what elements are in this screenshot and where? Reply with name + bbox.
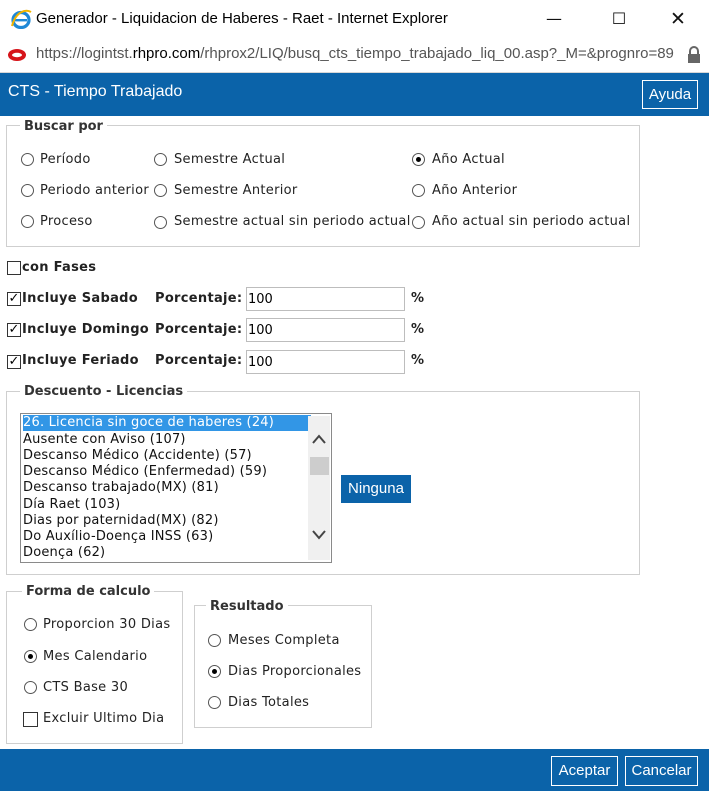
- sabado-porcentaje-input[interactable]: 100: [246, 287, 405, 311]
- radio-dias-totales[interactable]: [208, 696, 221, 709]
- con-fases-label: con Fases: [22, 260, 97, 275]
- address-bar[interactable]: [0, 38, 709, 73]
- radio-ano-anterior-label: Año Anterior: [432, 183, 518, 198]
- incluye-feriado-label: Incluye Feriado: [22, 353, 139, 368]
- list-item[interactable]: 26. Licencia sin goce de haberes (24): [23, 415, 311, 431]
- radio-proporcion-30-label: Proporcion 30 Dias: [43, 617, 171, 632]
- list-item[interactable]: Descanso Médico (Accidente) (57): [23, 448, 252, 463]
- radio-cts-base-30-label: CTS Base 30: [43, 680, 129, 695]
- radio-meses-completa-label: Meses Completa: [228, 633, 340, 648]
- incluye-sabado-label: Incluye Sabado: [22, 291, 138, 306]
- radio-ano-actual[interactable]: [412, 153, 425, 166]
- help-button[interactable]: Ayuda: [642, 80, 698, 109]
- listbox-scrollbar[interactable]: [308, 416, 330, 560]
- list-item[interactable]: Doença (62): [23, 545, 106, 560]
- page-title: CTS - Tiempo Trabajado: [8, 83, 183, 100]
- ninguna-button[interactable]: Ninguna: [341, 475, 411, 503]
- con-fases-checkbox[interactable]: [7, 261, 21, 275]
- feriado-porcentaje-label: Porcentaje:: [155, 353, 243, 368]
- radio-periodo[interactable]: [21, 153, 34, 166]
- radio-ano-anterior[interactable]: [412, 184, 425, 197]
- minimize-icon[interactable]: —: [546, 9, 562, 28]
- url-text[interactable]: https://logintst.rhpro.com/rhprox2/LIQ/busq_cts_tiempo_trabajado_liq_00.asp?_M=&prognro=89: [36, 45, 674, 62]
- buscar-legend: Buscar por: [20, 119, 107, 134]
- radio-proporcion-30[interactable]: [24, 618, 37, 631]
- dialog-footer: [0, 749, 709, 791]
- resultado-legend: Resultado: [206, 599, 288, 614]
- list-item[interactable]: Día Raet (103): [23, 497, 121, 512]
- excluir-ultimo-dia-label: Excluir Ultimo Dia: [43, 711, 165, 726]
- maximize-icon[interactable]: ☐: [611, 9, 627, 28]
- radio-dias-proporcionales-label: Dias Proporcionales: [228, 664, 362, 679]
- list-item[interactable]: Dias por paternidad(MX) (82): [23, 513, 219, 528]
- list-item[interactable]: Ausente con Aviso (107): [23, 432, 186, 447]
- radio-mes-calendario[interactable]: [24, 650, 37, 663]
- licencias-listbox[interactable]: [20, 413, 332, 563]
- site-logo-icon: [7, 47, 27, 63]
- accept-button[interactable]: Aceptar: [551, 756, 618, 786]
- forma-legend: Forma de calculo: [22, 584, 154, 599]
- window-title-bar: [0, 0, 709, 38]
- feriado-percent-unit: %: [411, 353, 425, 368]
- domingo-porcentaje-label: Porcentaje:: [155, 322, 243, 337]
- chevron-down-icon[interactable]: [312, 530, 326, 540]
- sabado-percent-unit: %: [411, 291, 425, 306]
- radio-meses-completa[interactable]: [208, 634, 221, 647]
- window-title: Generador - Liquidacion de Haberes - Raet - Internet Explorer: [36, 10, 448, 27]
- descuento-legend: Descuento - Licencias: [20, 384, 187, 399]
- incluye-sabado-checkbox[interactable]: ✓: [8, 291, 20, 306]
- list-item[interactable]: Descanso trabajado(MX) (81): [23, 480, 219, 495]
- radio-semestre-anterior[interactable]: [154, 184, 167, 197]
- list-item[interactable]: Do Auxílio-Doença INSS (63): [23, 529, 214, 544]
- list-item[interactable]: Descanso Médico (Enfermedad) (59): [23, 464, 268, 479]
- page-header: [0, 73, 709, 116]
- scrollbar-thumb[interactable]: [310, 457, 329, 475]
- close-icon[interactable]: ✕: [670, 8, 686, 30]
- radio-dias-totales-label: Dias Totales: [228, 695, 310, 710]
- radio-ano-sin-periodo[interactable]: [412, 216, 425, 229]
- radio-semestre-actual[interactable]: [154, 153, 167, 166]
- radio-mes-calendario-label: Mes Calendario: [43, 649, 148, 664]
- radio-proceso[interactable]: [21, 215, 34, 228]
- incluye-domingo-label: Incluye Domingo: [22, 322, 150, 337]
- radio-periodo-anterior-label: Periodo anterior: [40, 183, 149, 198]
- radio-semestre-actual-label: Semestre Actual: [174, 152, 286, 167]
- radio-proceso-label: Proceso: [40, 214, 93, 229]
- incluye-feriado-checkbox[interactable]: ✓: [8, 354, 20, 369]
- radio-ano-actual-label: Año Actual: [432, 152, 505, 167]
- radio-semestre-sin-periodo-label: Semestre actual sin periodo actual: [174, 214, 411, 229]
- radio-dias-proporcionales[interactable]: [208, 665, 221, 678]
- radio-periodo-label: Período: [40, 152, 91, 167]
- excluir-ultimo-dia-checkbox[interactable]: [23, 712, 38, 727]
- domingo-percent-unit: %: [411, 322, 425, 337]
- radio-periodo-anterior[interactable]: [21, 184, 34, 197]
- chevron-up-icon[interactable]: [312, 434, 326, 444]
- incluye-domingo-checkbox[interactable]: ✓: [8, 322, 20, 337]
- domingo-porcentaje-input[interactable]: 100: [246, 318, 405, 342]
- radio-ano-sin-periodo-label: Año actual sin periodo actual: [432, 214, 631, 229]
- lock-icon: [686, 46, 702, 64]
- cancel-button[interactable]: Cancelar: [625, 756, 698, 786]
- radio-semestre-anterior-label: Semestre Anterior: [174, 183, 298, 198]
- radio-cts-base-30[interactable]: [24, 681, 37, 694]
- radio-semestre-sin-periodo[interactable]: [154, 216, 167, 229]
- sabado-porcentaje-label: Porcentaje:: [155, 291, 243, 306]
- internet-explorer-icon: [10, 9, 32, 29]
- feriado-porcentaje-input[interactable]: 100: [246, 350, 405, 374]
